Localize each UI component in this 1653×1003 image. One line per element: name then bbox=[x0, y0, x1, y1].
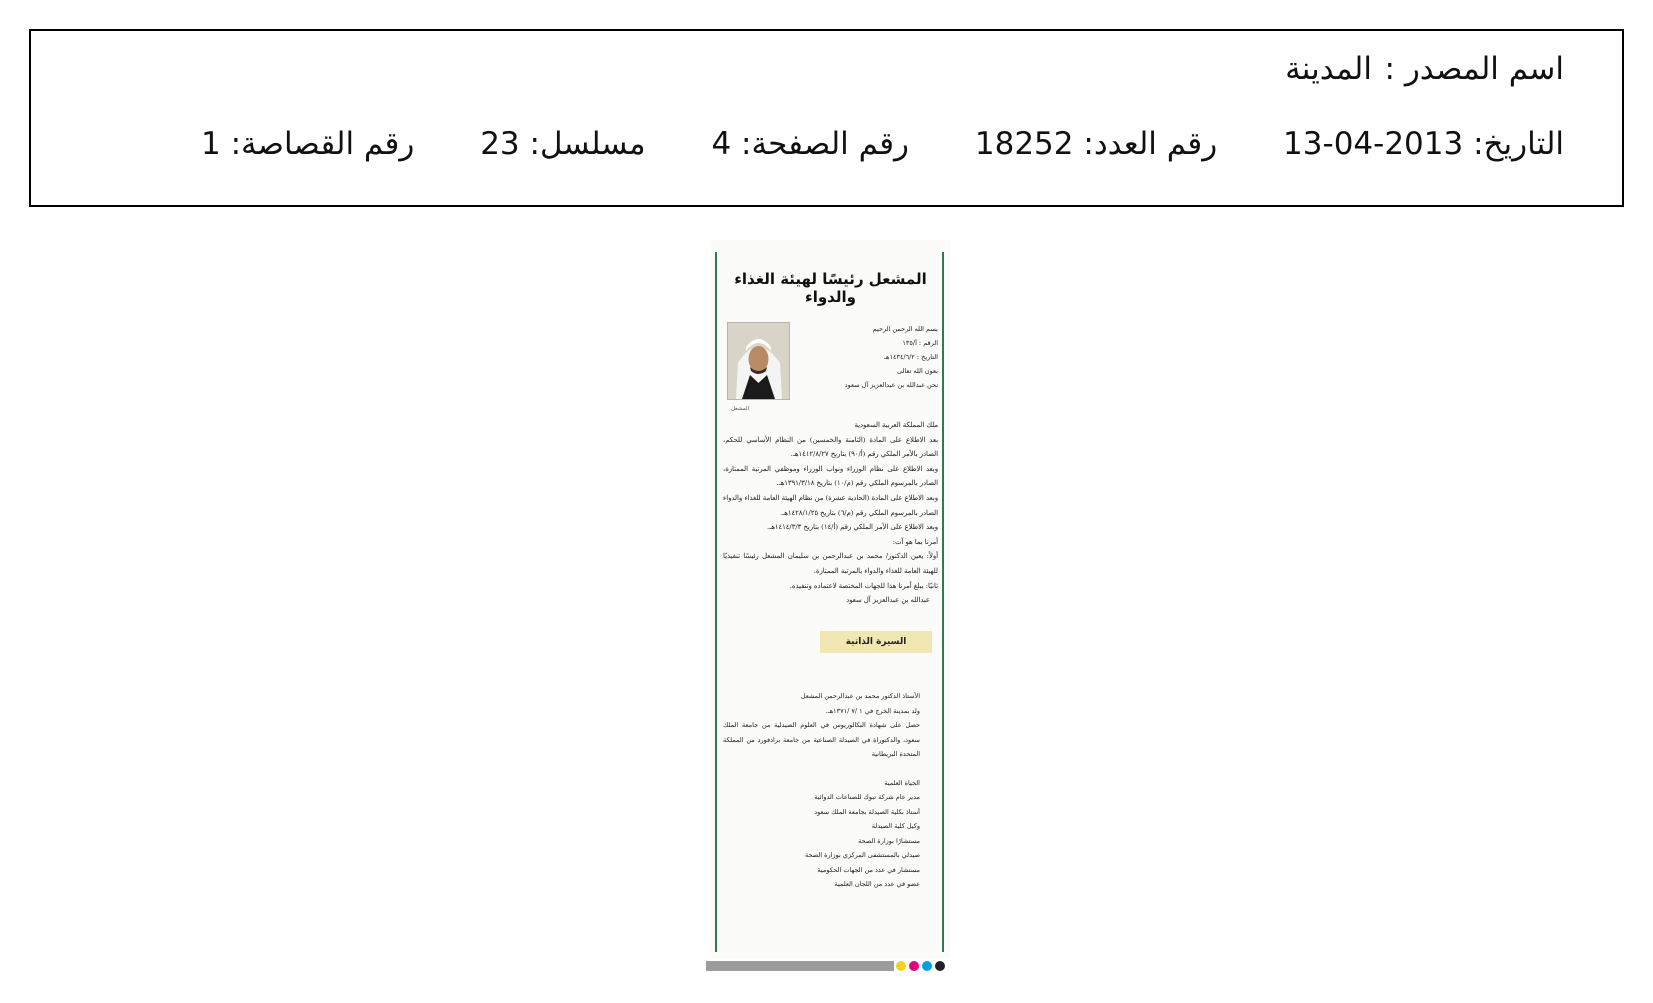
career-item: مستشارًا بوزارة الصحة bbox=[858, 836, 920, 845]
register-mark-black bbox=[935, 961, 945, 971]
source-label: اسم المصدر : bbox=[1384, 51, 1564, 87]
decree-header-lines bbox=[808, 322, 938, 392]
decree-paragraph: أولاً: يعين الدكتور/ محمد بن عبدالرحمن بن سليمان المشعل رئيسًا تنفيذيًا للهيئة العامة للغذاء والدواء بالمرتبة الممتازة. bbox=[723, 552, 938, 575]
decree-paragraph: ثانيًا: يبلغ أمرنا هذا للجهات المختصة لاعتماده وتنفيذه. bbox=[789, 581, 938, 590]
decree-header-block bbox=[723, 322, 938, 418]
clipping-rule-left bbox=[715, 252, 717, 952]
register-marks bbox=[896, 961, 943, 971]
career-item: مستشار في عدد من الجهات الحكومية bbox=[817, 865, 920, 874]
career-item: أستاذ بكلية الصيدلة بجامعة الملك سعود bbox=[814, 807, 920, 816]
source-info-box bbox=[29, 29, 1624, 207]
clipping-headline: المشعل رئيسًا لهيئة الغذاء والدواء bbox=[734, 270, 927, 306]
print-gray-bar bbox=[706, 961, 894, 971]
decree-paragraph: بعد الاطلاع على المادة (الثامنة والخمسين) من النظام الأساسي للحكم، الصادر بالأمر الملكي رقم (أ/٩٠) بتاريخ ١٤١٢/٨/٢٧هـ. bbox=[723, 435, 938, 459]
decree-line: بعون الله تعالى bbox=[897, 367, 938, 375]
portrait-photo bbox=[727, 322, 790, 400]
portrait-caption: المشعل bbox=[731, 406, 750, 412]
career-item: عضو في عدد من اللجان العلمية bbox=[834, 880, 920, 889]
decree-paragraph: أمرنا بما هو آت: bbox=[892, 537, 938, 546]
register-mark-cyan bbox=[922, 961, 932, 971]
clipping-content bbox=[723, 240, 938, 892]
career-item: مدير عام شركة تبوك للصناعات الدوائية bbox=[814, 793, 920, 802]
career-item: وكيل كلية الصيدلة bbox=[871, 822, 920, 831]
clip-number-field: رقم القصاصة: 1 bbox=[201, 126, 415, 162]
bio-line: الأستاذ الدكتور محمد بن عبدالرحمن المشعل bbox=[800, 692, 920, 701]
newspaper-clipping bbox=[711, 240, 950, 958]
decree-line: نحن عبدالله بن عبدالعزيز آل سعود bbox=[844, 381, 938, 389]
decree-line: الرقم : أ/١٣٥ bbox=[902, 339, 938, 347]
metadata-row bbox=[201, 126, 1564, 162]
career-item: صيدلي بالمستشفى المركزي بوزارة الصحة bbox=[804, 851, 920, 860]
register-mark-yellow bbox=[896, 961, 906, 971]
career-title: الحياة العلمية bbox=[884, 778, 920, 787]
decree-line: بسم الله الرحمن الرحيم bbox=[872, 325, 938, 333]
decree-paragraph: وبعد الاطلاع على الأمر الملكي رقم (أ/١٤) بتاريخ ١٤١٤/٣/٣هـ. bbox=[767, 523, 938, 532]
decree-signature: عبدالله بن عبدالعزيز آل سعود bbox=[846, 596, 930, 605]
bio-title-box: السيرة الذاتية bbox=[820, 631, 932, 653]
decree-paragraph: وبعد الاطلاع على المادة (الحادية عشرة) من نظام الهيئة العامة للغذاء والدواء الصادر بالمرسوم الملكي رقم (م/٦) بتاريخ ١٤٢٨/١/٢٥هـ. bbox=[723, 493, 938, 517]
source-value: المدينة bbox=[1285, 51, 1372, 87]
decree-line: التاريخ : ١٤٣٤/٦/٢هـ bbox=[884, 353, 938, 361]
decree-paragraph: وبعد الاطلاع على نظام الوزراء ونواب الوزراء وموظفي المرتبة الممتازة، الصادر بالمرسوم الملكي رقم (م/١٠) بتاريخ ١٣٩١/٣/١٨هـ. bbox=[723, 464, 938, 488]
clipping-rule-right bbox=[942, 252, 944, 952]
serial-field: مسلسل: 23 bbox=[480, 126, 646, 162]
register-mark-magenta bbox=[909, 961, 919, 971]
bio-line: حصل على شهادة البكالوريوس في العلوم الصيدلية من جامعة الملك سعود، والدكتوراة في الصيدلة الصناعية من جامعة برادفورد من المملكة المتحدة البريطانية bbox=[723, 721, 920, 759]
biography-section bbox=[723, 689, 920, 892]
page-number-field: رقم الصفحة: 4 bbox=[711, 126, 910, 162]
date-field: التاريخ: 2013-04-13 bbox=[1283, 126, 1564, 162]
issue-number-field: رقم العدد: 18252 bbox=[974, 126, 1218, 162]
decree-paragraph: ملك المملكة العربية السعودية bbox=[854, 421, 938, 429]
source-row bbox=[1285, 51, 1564, 87]
bio-line: ولد بمدينة الخرج في ١ /٧ /١٣٧١هـ. bbox=[825, 706, 920, 715]
